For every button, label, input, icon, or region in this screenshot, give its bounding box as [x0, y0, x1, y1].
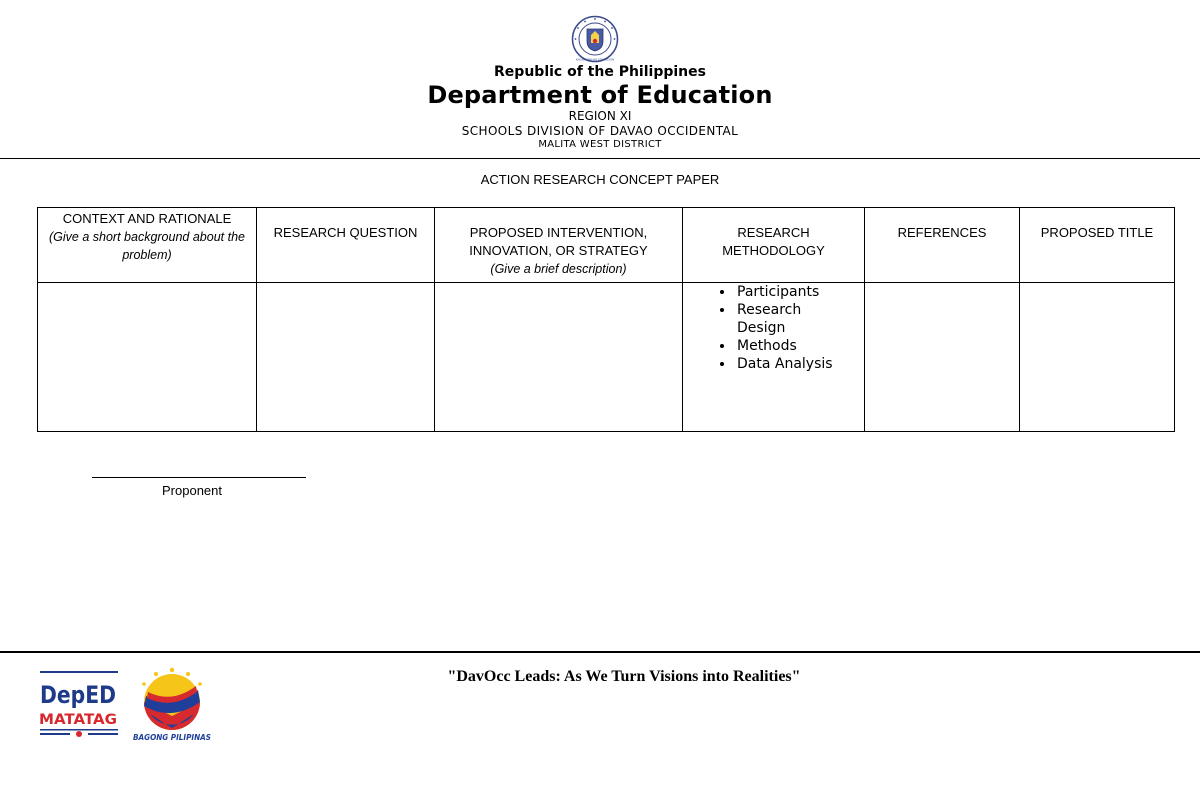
column-header-research-question — [257, 208, 435, 283]
column-header-proposed-title — [1020, 208, 1175, 283]
proponent-label: Proponent — [162, 483, 222, 498]
column-header-references — [865, 208, 1020, 283]
cell-references[interactable] — [865, 283, 1020, 432]
cell-methodology[interactable] — [683, 283, 865, 432]
signature-line — [92, 477, 306, 478]
list-item: • Methods — [735, 337, 864, 355]
column-label: RESEARCH QUESTION — [273, 225, 418, 240]
header-divider — [0, 158, 1200, 159]
column-label: PROPOSED TITLE — [1040, 225, 1154, 240]
republic-heading: Republic of the Philippines — [494, 64, 706, 80]
footer-divider — [0, 651, 1200, 653]
cell-proposed-title[interactable] — [1020, 283, 1175, 432]
column-label: REFERENCES — [897, 225, 987, 240]
cell-context[interactable] — [38, 283, 257, 432]
document-title: ACTION RESEARCH CONCEPT PAPER — [480, 172, 720, 187]
column-label: CONTEXT AND RATIONALE — [62, 211, 232, 226]
cell-research-question[interactable] — [257, 283, 435, 432]
column-header-context — [38, 208, 257, 283]
svg-text:KAGAWARAN NG EDUKASYON: KAGAWARAN NG EDUKASYON — [575, 58, 615, 62]
column-note: (Give a brief description) — [490, 262, 627, 276]
column-label: PROPOSED INTERVENTION, INNOVATION, OR STRATEGY — [469, 225, 648, 258]
list-item: • Participants — [735, 283, 864, 301]
column-note: (Give a short background about the problem) — [49, 230, 245, 262]
column-header-intervention — [435, 208, 683, 283]
district-label: MALITA WEST DISTRICT — [538, 139, 662, 150]
methodology-list — [683, 283, 864, 373]
svg-text:DepED: DepED — [40, 681, 116, 709]
table-header-row — [38, 208, 1175, 283]
list-item: • Research Design — [735, 301, 864, 337]
cell-intervention[interactable] — [435, 283, 683, 432]
column-label: RESEARCH METHODOLOGY — [722, 225, 825, 258]
footer-motto: "DavOcc Leads: As We Turn Visions into Realities" — [447, 668, 801, 685]
deped-seal-icon — [569, 15, 621, 63]
table-row — [38, 283, 1175, 432]
svg-text:MATATAG: MATATAG — [39, 712, 117, 728]
svg-text:BAGONG PILIPINAS: BAGONG PILIPINAS — [133, 733, 212, 742]
column-header-methodology — [683, 208, 865, 283]
list-item: • Data Analysis — [735, 355, 864, 373]
region-label: REGION XI — [568, 109, 632, 123]
division-label: SCHOOLS DIVISION OF DAVAO OCCIDENTAL — [461, 124, 739, 138]
department-heading: Department of Education — [427, 81, 773, 109]
concept-paper-table — [37, 207, 1175, 432]
